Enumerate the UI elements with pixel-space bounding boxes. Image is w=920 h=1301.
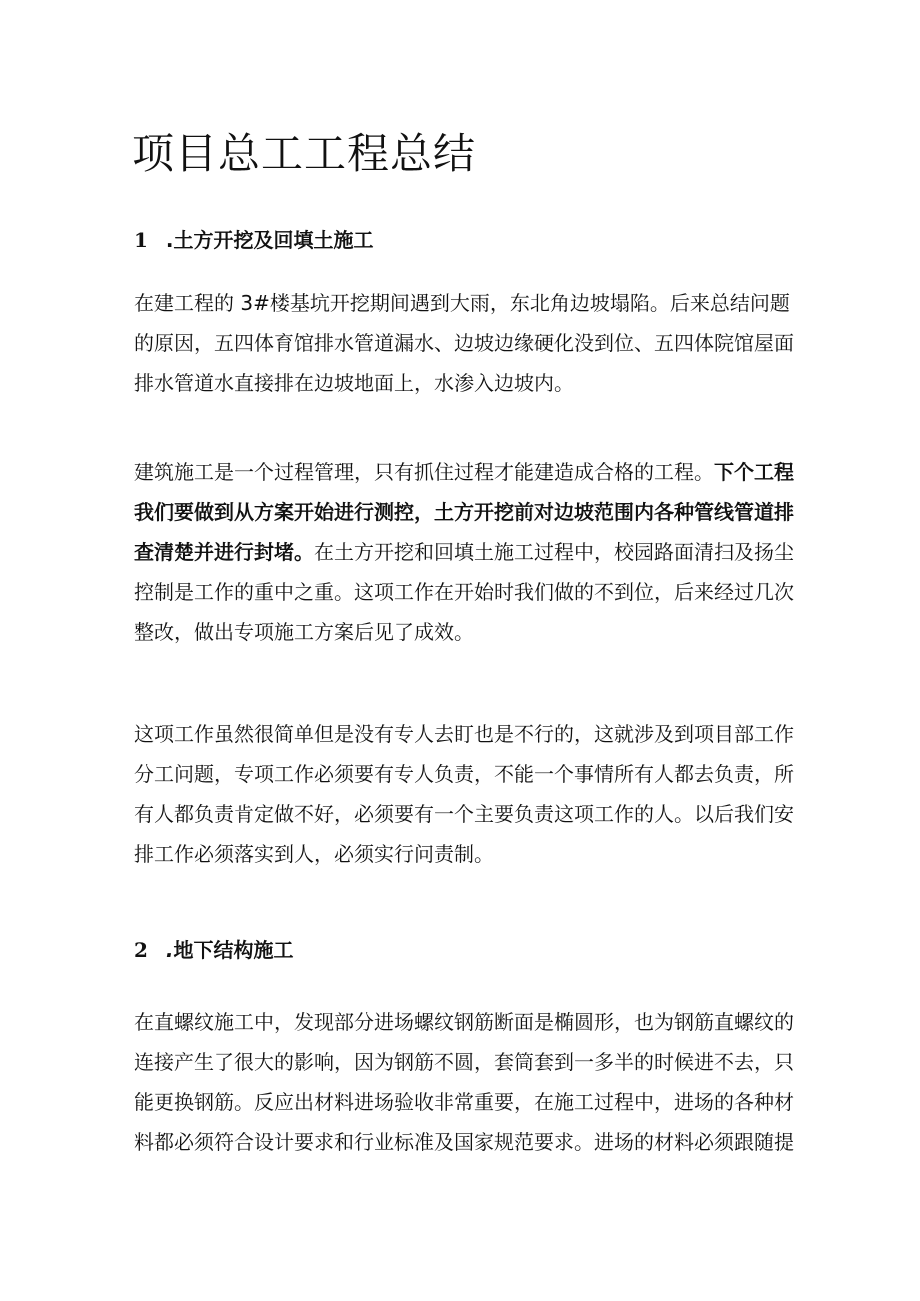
document-title: 项目总工工程总结	[132, 129, 477, 178]
section-separator: .	[165, 938, 174, 962]
paragraph-line: 排工作必须落实到人，必须实行问责制。	[134, 842, 494, 866]
paragraph	[134, 283, 794, 403]
paragraph-line: 分工问题，专项工作必须要有专人负责，不能一个事情所有人都去负责，所	[134, 762, 794, 786]
paragraph-line: 控制是工作的重中之重。这项工作在开始时我们做的不到位，后来经过几次	[134, 580, 794, 604]
section-heading-2	[134, 935, 294, 965]
section-heading-text: 土方开挖及回填土施工	[173, 228, 374, 252]
paragraph-line: 在建工程的 3#楼基坑开挖期间遇到大雨，东北角边坡塌陷。后来总结问题	[134, 291, 790, 315]
section-number: 1	[134, 228, 148, 252]
paragraph-line: 的原因，五四体育馆排水管道漏水、边坡边缘硬化没到位、五四体院馆屋面	[134, 331, 794, 355]
bold-text: 查清楚并进行封堵。	[134, 540, 314, 564]
paragraph-line: 排水管道水直接排在边坡地面上，水渗入边坡内。	[134, 371, 574, 395]
section-heading-1	[134, 225, 374, 255]
paragraph-line: 连接产生了很大的影响，因为钢筋不圆，套筒套到一多半的时候进不去，只	[134, 1050, 794, 1074]
normal-text: 在土方开挖和回填土施工过程中，校园路面清扫及扬尘	[314, 540, 794, 564]
paragraph-line	[134, 452, 794, 492]
paragraph-line: 有人都负责肯定做不好，必须要有一个主要负责这项工作的人。以后我们安	[134, 802, 794, 826]
paragraph-line: 在直螺纹施工中，发现部分进场螺纹钢筋断面是椭圆形，也为钢筋直螺纹的	[134, 1010, 794, 1034]
section-number: 2	[134, 938, 148, 962]
section-heading-text: 地下结构施工	[173, 938, 294, 962]
paragraph	[134, 1002, 794, 1162]
bold-text: 下个工程	[714, 460, 794, 484]
bold-text-line: 我们要做到从方案开始进行测控，土方开挖前对边坡范围内各种管线管道排	[134, 500, 794, 524]
paragraph	[134, 714, 794, 874]
paragraph-line: 这项工作虽然很简单但是没有专人去盯也是不行的，这就涉及到项目部工作	[134, 722, 794, 746]
normal-text: 建筑施工是一个过程管理，只有抓住过程才能建造成合格的工程。	[134, 460, 714, 484]
paragraph-line	[134, 532, 794, 572]
paragraph-emphasis	[134, 452, 794, 652]
paragraph-line: 能更换钢筋。反应出材料进场验收非常重要，在施工过程中，进场的各种材	[134, 1090, 794, 1114]
paragraph-line: 整改，做出专项施工方案后见了成效。	[134, 620, 474, 644]
section-separator: .	[165, 228, 174, 252]
paragraph-line: 料都必须符合设计要求和行业标准及国家规范要求。进场的材料必须跟随提	[134, 1130, 794, 1154]
